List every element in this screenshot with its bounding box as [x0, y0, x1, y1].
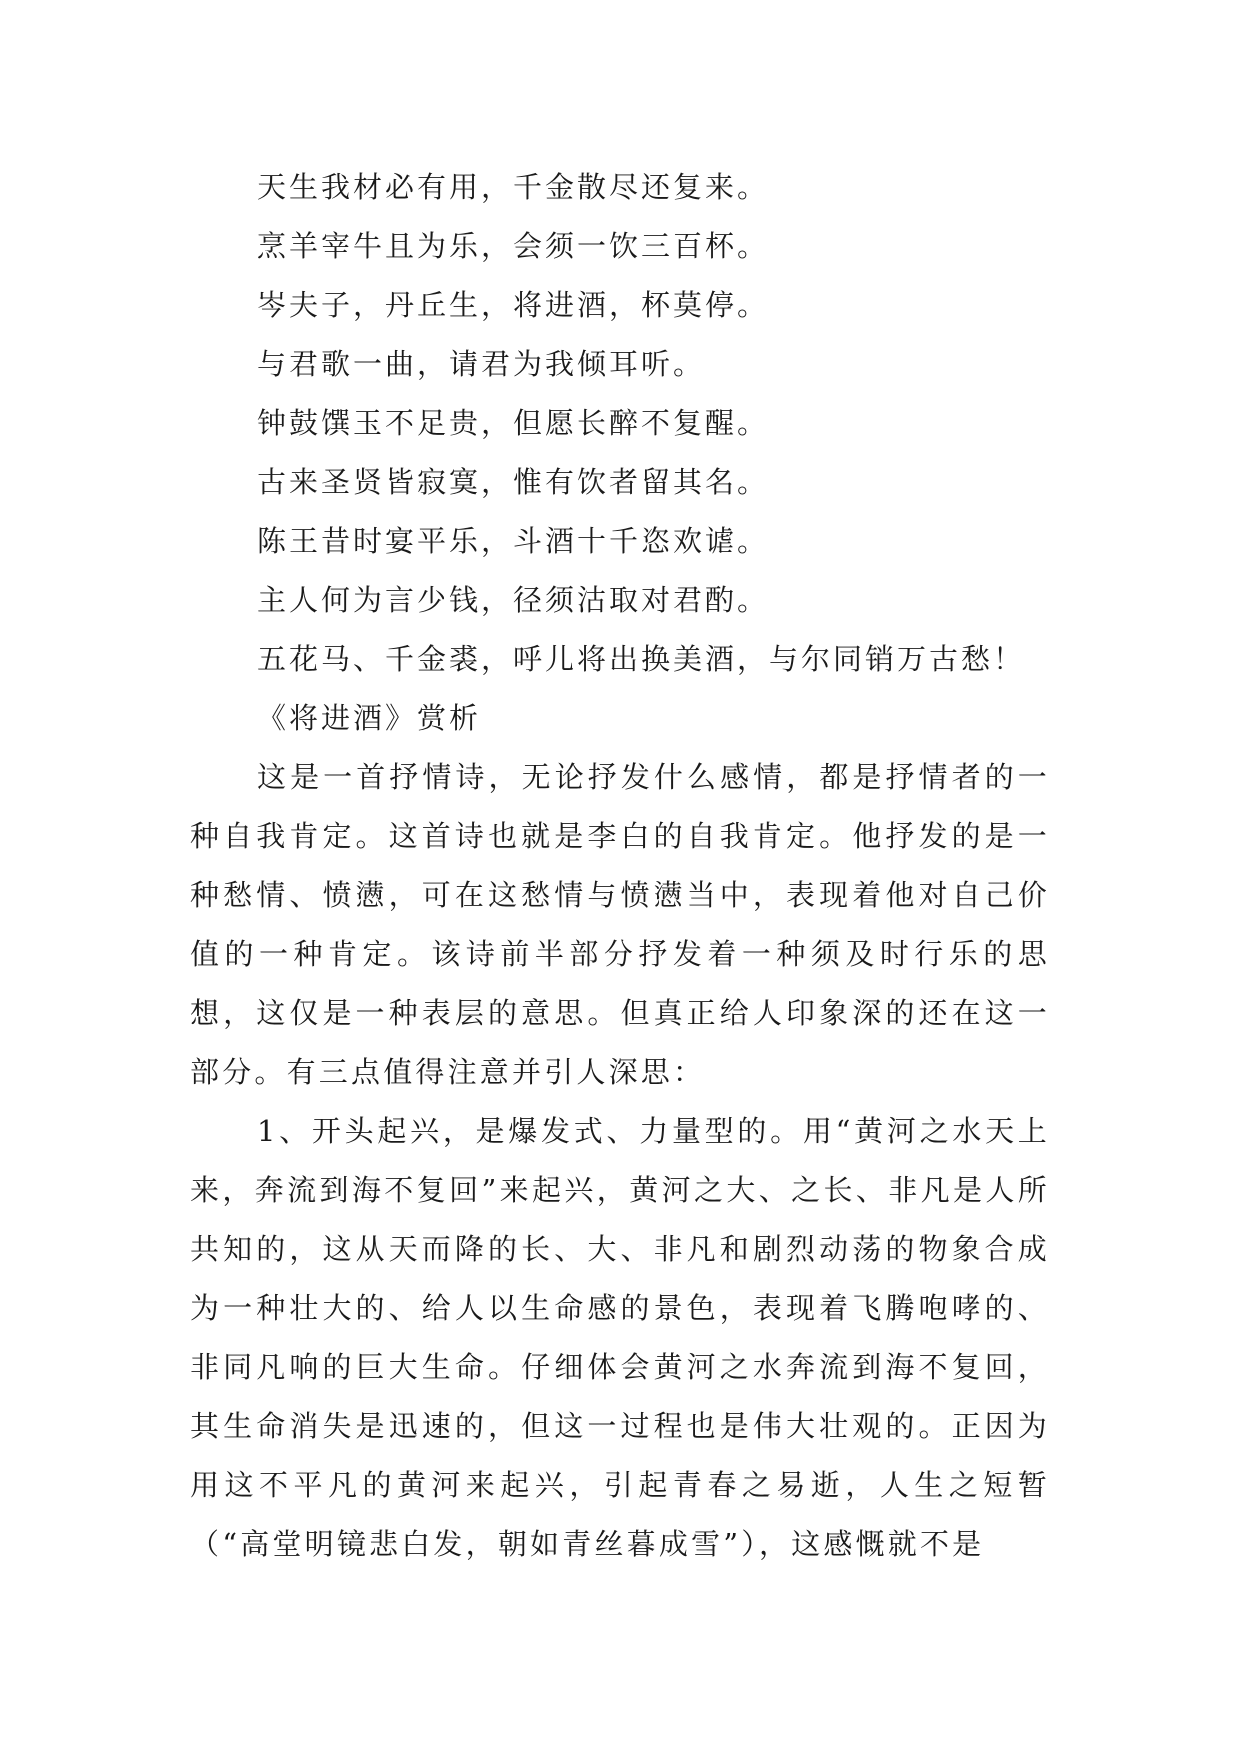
poem-line: 古来圣贤皆寂寞，惟有饮者留其名。	[257, 465, 770, 499]
analysis-paragraph: 1、开头起兴，是爆发式、力量型的。用“黄河之水天上来，奔流到海不复回”来起兴，黄河之大、之长、非凡是人所共知的，这从天而降的长、大、非凡和剧烈动荡的物象合成为一种壮大的、给人以生命感的景色，表现着飞腾咆哮的、非同凡响的巨大生命。仔细体会黄河之水奔流到海不复回，其生命消失是迅速的，但这一过程也是伟大壮观的。正因为用这不平凡的黄河来起兴，引起青春之易逝，人生之短暂（“高堂明镜悲白发，朝如青丝暮成雪”），这感慨就不是	[190, 1114, 1050, 1561]
analysis-paragraph: 这是一首抒情诗，无论抒发什么感情，都是抒情者的一种自我肯定。这首诗也就是李白的自我肯定。他抒发的是一种愁情、愤懑，可在这愁情与愤懑当中，表现着他对自己价值的一种肯定。该诗前半部分抒发着一种须及时行乐的思想，这仅是一种表层的意思。但真正给人印象深的还在这一部分。有三点值得注意并引人深思：	[190, 760, 1050, 1089]
poem-line: 五花马、千金裘，呼儿将出换美酒，与尔同销万古愁！	[257, 642, 1026, 676]
document-body	[190, 158, 1050, 1574]
poem-line: 天生我材必有用，千金散尽还复来。	[257, 170, 770, 204]
poem-block	[190, 158, 1050, 689]
poem-line: 与君歌一曲，请君为我倾耳听。	[257, 347, 706, 381]
poem-line: 钟鼓馔玉不足贵，但愿长醉不复醒。	[257, 406, 770, 440]
poem-line: 主人何为言少钱，径须沽取对君酌。	[257, 583, 770, 617]
poem-line: 岑夫子，丹丘生，将进酒，杯莫停。	[257, 288, 770, 322]
poem-line: 陈王昔时宴平乐，斗酒十千恣欢谑。	[257, 524, 770, 558]
analysis-title: 《将进酒》赏析	[257, 701, 482, 735]
poem-line: 烹羊宰牛且为乐，会须一饮三百杯。	[257, 229, 770, 263]
